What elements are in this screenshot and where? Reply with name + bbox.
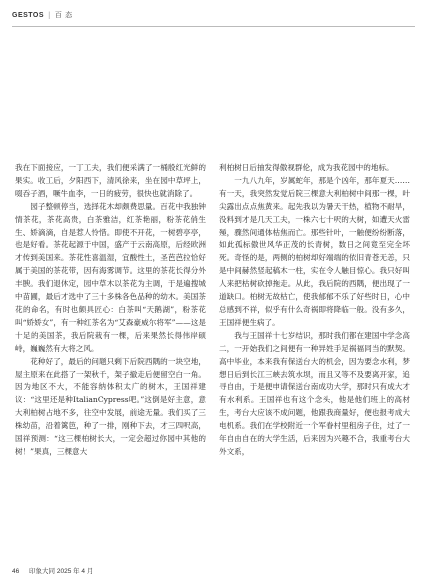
paragraph: 我与王国祥十七岁结识，那时我们都在建国中学念高二，一开始我们之间便有一种异姓手足祸福同当的默契。高中毕业，本来我有保送台大的机会，因为要念水利，梦想日后到长江三峡去筑水坝，而且又等不及要离开家，追寻自由，于是便申请保送台南成功大学，那时只有成大才有水利系。王国祥也有这个念头，他是他们班上的高材生，考台大应该不成问题，他跟我商量好，便也报考成大电机系。我们在学校附近一个军眷村里租房子住，过了一年自由自在的大学生活，后来因为兴趣不合，我重考台大外文系， (219, 330, 410, 456)
page-footer (12, 566, 93, 575)
section-name: 百 态 (54, 11, 73, 19)
right-column (219, 162, 410, 459)
header-rule (12, 26, 415, 27)
paragraph: 园子整顿停当，选择花木却颇费思量。百花中我独钟情茶花，茶花高贵，白茶雅洁，红茶艳丽，粉茶花俏生生、娇滴滴，自是惹人怜惜。即使不开花，一树碧亭亭，也是好看。茶花起源于中国，盛产于云南高原，后经欧洲才传到美国来。茶花性喜温湿，宜酸性土，圣芭芭拉恰好属于美国的茶花带，因有海雾调节。这里的茶花长得分外丰腴。我们退休定，园中草木以茶花为主调，于是遍搜城中苗圃，最后才选中了三十多株各色品种的幼木。美国茶花的命名，有时也颇具匠心：白茶叫“天鹅湖”，粉茶花叫“娇娇女”，有一种红茶名为“艾森豪威尔将军”——这是十足的美国茶，我后院栽有一棵，后来果然长得伟岸硕峙，巍巍然有大将之风。 (15, 201, 206, 353)
page-number: 46 (12, 568, 20, 575)
issue-info: 印象大同 2025 年 4 月 (29, 568, 94, 575)
paragraph: 我在下面接应，一丁工夫，我们便采满了一桶殷红光鲜的果实。收工后，夕阳西下，清风徐来，坐在园中草坪上，啜吞子酒，噘牛血李，一日的疲劳，很快也就消除了。 (15, 163, 206, 198)
running-header (12, 10, 73, 20)
paragraph: 一九八九年，岁属蛇年，那是个凶年，那年夏天……有一天，我突然发觉后院三棵意大利柏树中间那一棵，叶尖露出点点焦黄来。起先我以为暑天干热，植物不耐旱，没料到才是几天工夫，一株六七十呎的大树，如遭天火雷殛，骤然间通体枯焦而亡。那些针叶，一触便纷纷断落，如此孤标傲世风华正茂的长青树，数日之间竟至完全坏死。奇怪的是，两侧的柏树却好端端的依旧青苍无恙，只是中间赫然竖起稿木一柱，实在令人触目惊心。我只好叫人来把枯树砍掉拖走。从此，我后院的西隅，便出现了一道缺口。柏树无故枯亡，使我郁郁不乐了好些时日，心中总感到不祥，似乎有什么奇祸即将降临一般。没有多久，王国祥便生病了。 (219, 175, 410, 327)
magazine-brand: GESTOS (12, 11, 45, 19)
paragraph: 利柏树日后抽发得傲视群伦，成为我花园中的地标。 (219, 163, 394, 172)
paragraph: 花种好了，最后的问题只剩下后院西隅的一块空地，屋主原来在此搭了一架秋千，架子撤走后便留空白一角。因为地区不大，不能容纳体积太广的树木，王国祥建议：“这里还是种ItalianCypress吧。”这倒是好主意，意大利柏树占地不多，往空中发展，前途无量。我们买了三株幼苗，沿着篱笆，种了一排，刚种下去，才三四呎高，国祥预测：“这三棵柏树长大，一定会超过你园中其他的树！”果真，三棵意大 (15, 356, 206, 456)
left-column (15, 162, 206, 459)
header-separator: | (48, 11, 51, 19)
